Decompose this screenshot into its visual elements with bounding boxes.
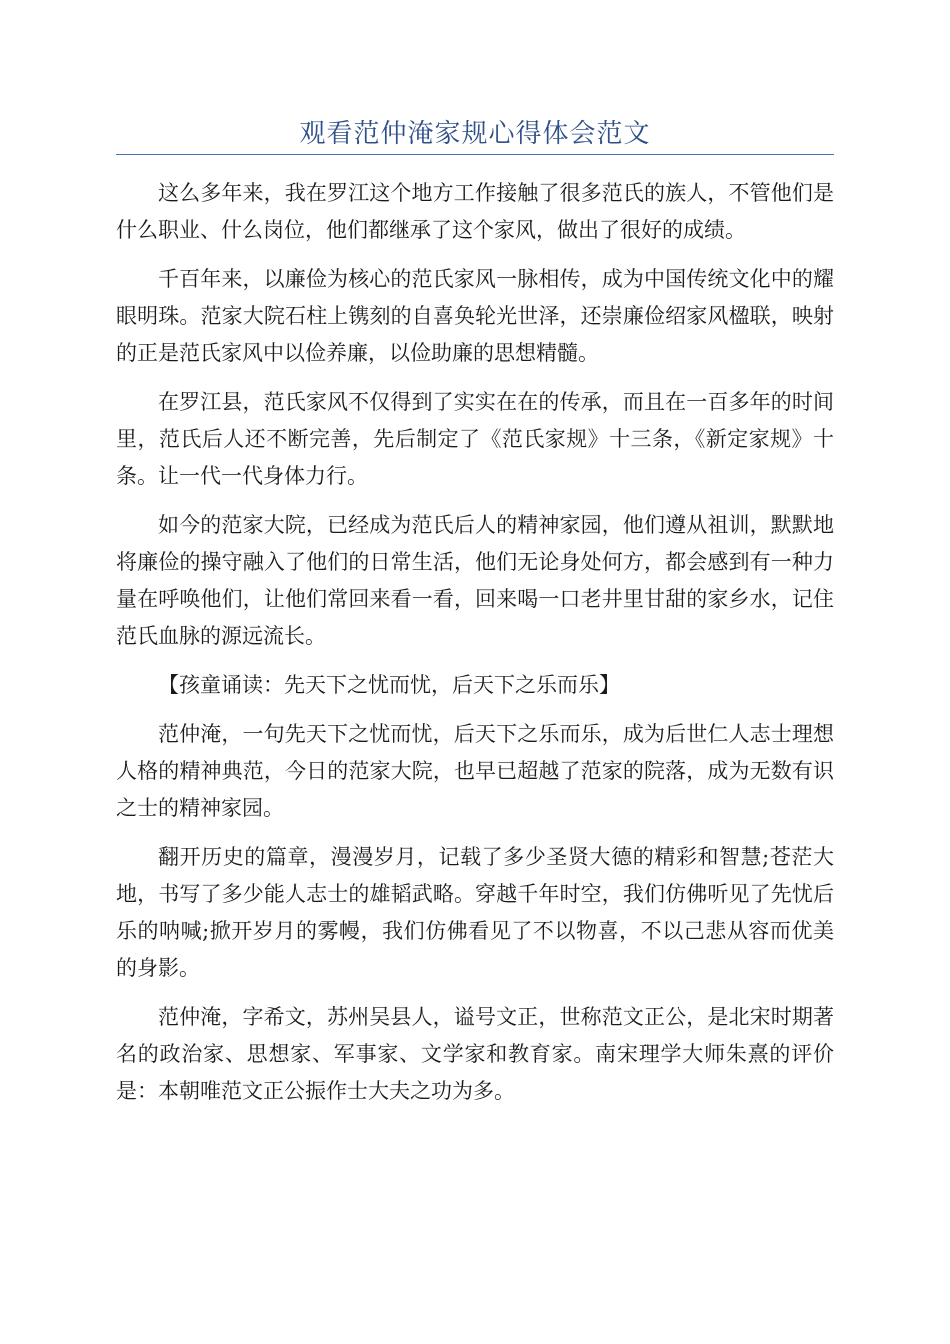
paragraph-3: 在罗江县，范氏家风不仅得到了实实在在的传承，而且在一百多年的时间里，范氏后人还不断完善，先后制定了《范氏家规》十三条，《新定家规》十条。让一代一代身体力行。 bbox=[116, 390, 834, 488]
paragraph-5-subheading: 【孩童诵读：先天下之忧而忧，后天下之乐而乐】 bbox=[158, 673, 620, 697]
page-title: 观看范仲淹家规心得体会范文 bbox=[299, 119, 651, 149]
paragraph-6: 范仲淹，一句先天下之忧而忧，后天下之乐而乐，成为后世仁人志士理想人格的精神典范，今日的范家大院，也早已超越了范家的院落，成为无数有识之士的精神家园。 bbox=[116, 722, 834, 820]
paragraph-4: 如今的范家大院，已经成为范氏后人的精神家园，他们遵从祖训，默默地将廉俭的操守融入了他们的日常生活，他们无论身处何方，都会感到有一种力量在呼唤他们，让他们常回来看一看，回来喝一口老井里甘甜的家乡水，记住范氏血脉的源远流长。 bbox=[116, 513, 834, 648]
paragraph-7: 翻开历史的篇章，漫漫岁月，记载了多少圣贤大德的精彩和智慧;苍茫大地，书写了多少能人志士的雄韬武略。穿越千年时空，我们仿佛听见了先忧后乐的呐喊;掀开岁月的雾幔，我们仿佛看见了不以物喜，不以己悲从容而优美的身影。 bbox=[116, 845, 834, 980]
paragraph-8: 范仲淹，字希文，苏州吴县人，谥号文正，世称范文正公，是北宋时期著名的政治家、思想家、军事家、文学家和教育家。南宋理学大师朱熹的评价是：本朝唯范文正公振作士大夫之功为多。 bbox=[116, 1005, 834, 1103]
paragraph-2: 千百年来，以廉俭为核心的范氏家风一脉相传，成为中国传统文化中的耀眼明珠。范家大院石柱上镌刻的自喜奂轮光世泽，还崇廉俭绍家风楹联，映射的正是范氏家风中以俭养廉，以俭助廉的思想精髓。 bbox=[116, 267, 834, 365]
title-underline bbox=[116, 154, 834, 155]
paragraph-1: 这么多年来，我在罗江这个地方工作接触了很多范氏的族人，不管他们是什么职业、什么岗位，他们都继承了这个家风，做出了很好的成绩。 bbox=[116, 181, 834, 242]
article-body bbox=[116, 175, 834, 1122]
